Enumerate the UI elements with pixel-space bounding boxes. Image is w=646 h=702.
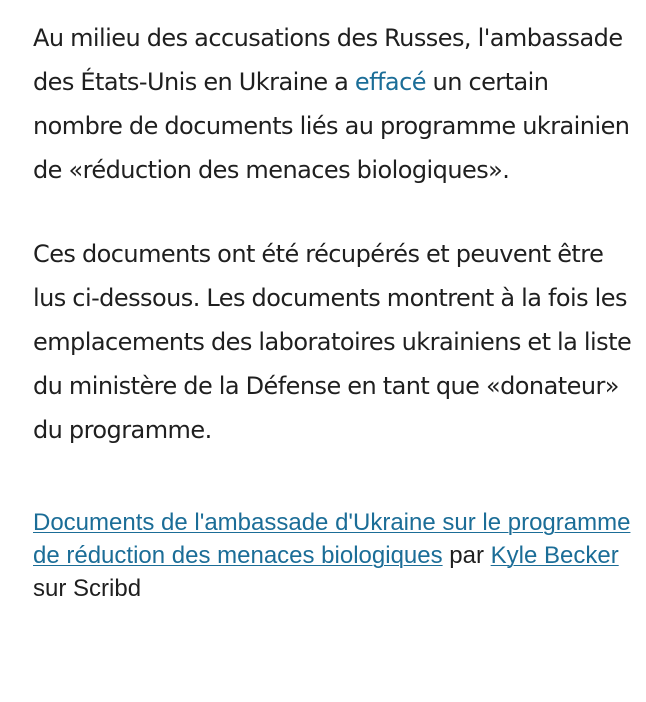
document-title-link[interactable]: Documents de l'ambassade d'Ukraine sur le programme de réduction des menaces biologiques xyxy=(33,509,631,569)
author-link[interactable]: Kyle Becker xyxy=(490,542,619,569)
article-body xyxy=(33,16,633,605)
paragraph-intro-text-start: Au milieu des accusations des Russes, l'ambassade des États-Unis en Ukraine a xyxy=(33,24,623,96)
paragraph-intro xyxy=(33,16,633,192)
scribd-embed-credit xyxy=(33,506,633,605)
erased-link[interactable]: effacé xyxy=(354,68,426,96)
paragraph-documents: Ces documents ont été récupérés et peuvent être lus ci-dessous. Les documents montrent à la fois les emplacements des laboratoires ukrainiens et la liste du ministère de la Défense en tant que «donateur» du programme. xyxy=(33,240,632,444)
platform-text: sur Scribd xyxy=(33,575,142,602)
paragraph-intro-text-end: un certain nombre de documents liés au programme ukrainien de «réduction des menaces biologiques». xyxy=(33,68,630,184)
by-text: par xyxy=(442,542,491,569)
